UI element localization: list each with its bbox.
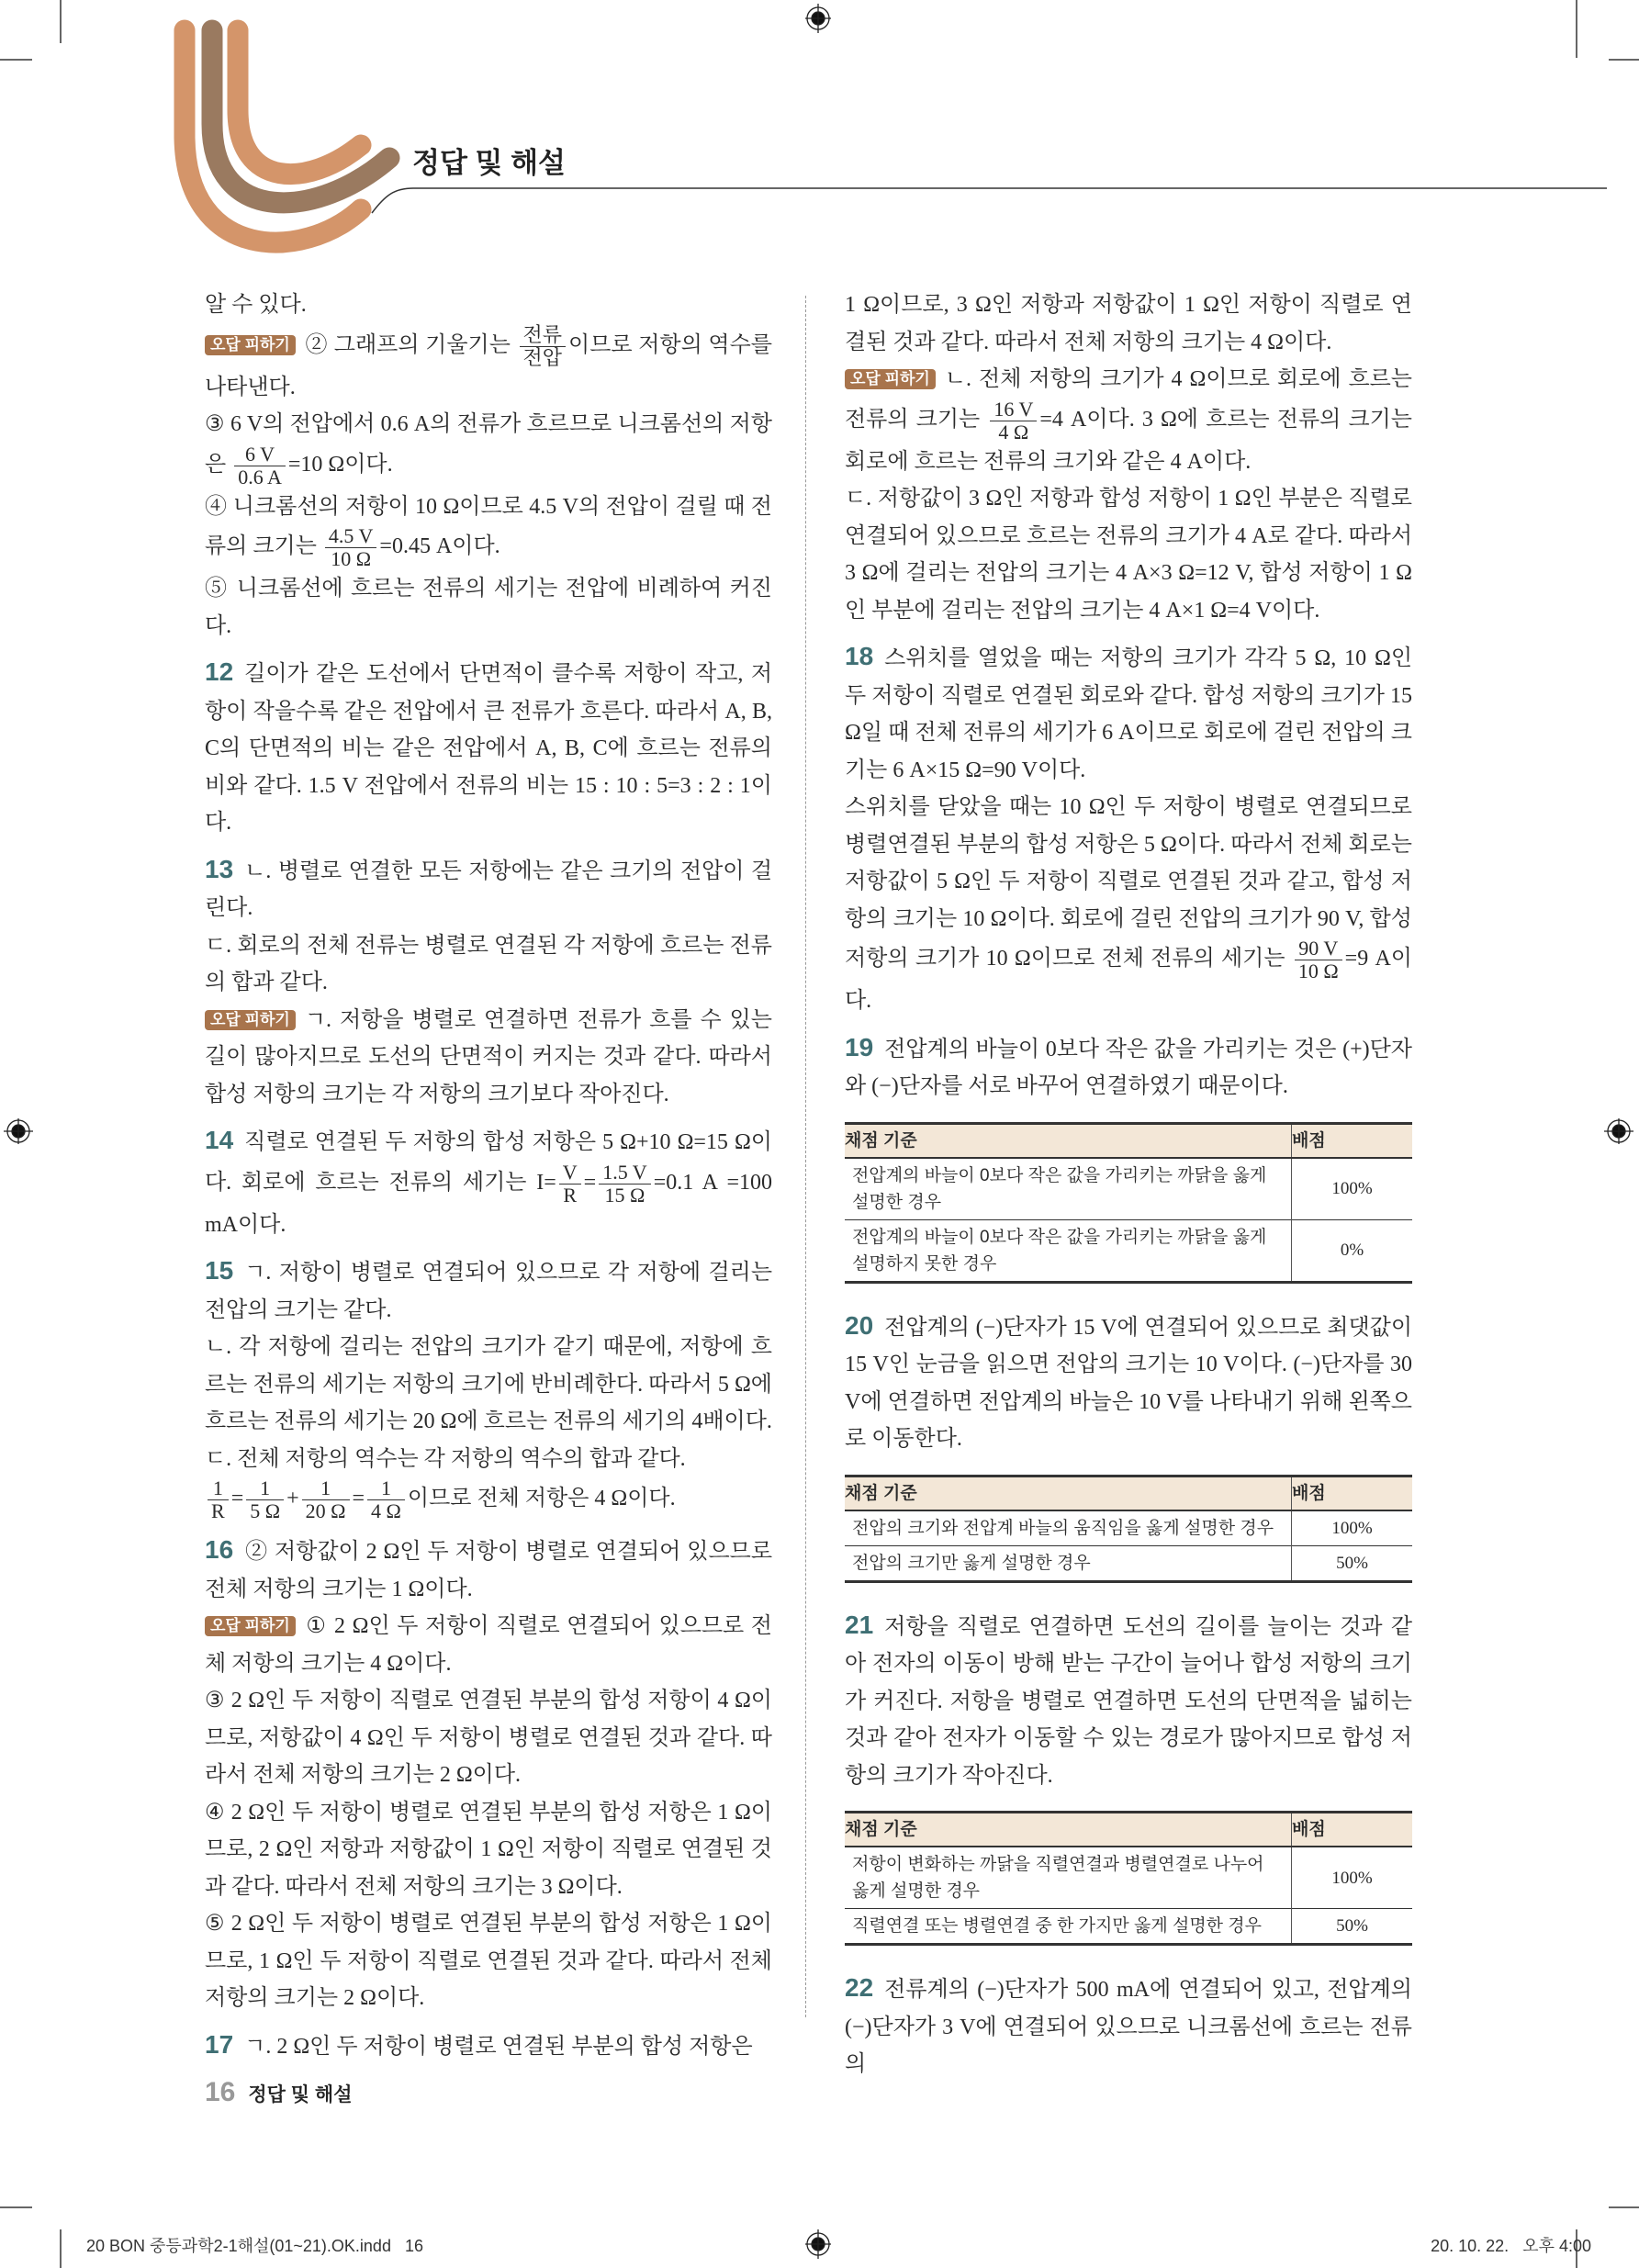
fraction xyxy=(302,1477,350,1522)
denominator: 10 Ω xyxy=(1297,960,1339,982)
answer-paragraph xyxy=(845,361,1412,480)
denominator: R xyxy=(563,1183,578,1207)
fraction xyxy=(367,1477,405,1522)
text-run: ㄱ. 2 Ω인 두 저항이 병렬로 연결된 부분의 합성 저항은 xyxy=(244,2034,753,2059)
wrong-answer-badge: 오답 피하기 xyxy=(205,1010,296,1030)
question-number: 21 xyxy=(845,1610,874,1639)
answer-block xyxy=(205,851,772,1114)
numerator: 1 xyxy=(367,1477,405,1500)
text-run: 1 Ω이므로, 3 Ω인 저항과 저항값이 1 Ω인 저항이 직렬로 연결된 것과 같다. 따라서 전체 저항의 크기는 4 Ω이다. xyxy=(845,293,1412,354)
scoring-table xyxy=(845,1122,1412,1284)
answer-paragraph xyxy=(205,488,772,571)
numerator: 전류 xyxy=(520,324,567,347)
text-run: 직렬로 연결된 두 저항의 합성 저항은 5 Ω+10 Ω=15 Ω이다. 회로에 흐르는 전류의 세기는 I= xyxy=(205,1130,772,1195)
table-header: 채점 기준 xyxy=(845,1123,1292,1158)
numerator: 1 xyxy=(246,1477,284,1500)
denominator: 10 Ω xyxy=(331,547,372,570)
text-run: 전압계의 바늘이 0보다 작은 값을 가리키는 것은 (+)단자와 (−)단자를 서로 바꾸어 연결하였기 때문이다. xyxy=(845,1037,1412,1098)
text-run: ③ 6 V의 전압에서 0.6 A의 전류가 흐르므로 니크롬선의 저항은 xyxy=(205,412,772,477)
question-number: 12 xyxy=(205,657,234,686)
fraction xyxy=(234,443,286,488)
text-run: 이므로 저항의 역수를 나타낸다. xyxy=(205,332,772,399)
question-number: 17 xyxy=(205,2029,234,2059)
text-run: =10 Ω이다. xyxy=(287,452,393,477)
text-run: ㄱ. 저항이 병렬로 연결되어 있으므로 각 저항에 걸리는 전압의 크기는 같다. xyxy=(205,1261,772,1322)
answer-paragraph xyxy=(205,286,772,324)
answer-paragraph xyxy=(205,570,772,645)
score-cell: 100% xyxy=(1292,1847,1413,1909)
answer-paragraph xyxy=(205,1905,772,2017)
question-number: 20 xyxy=(845,1310,874,1340)
score-cell: 100% xyxy=(1292,1510,1413,1546)
score-cell: 50% xyxy=(1292,1909,1413,1945)
text-run: ㄱ. 저항을 병렬로 연결하면 전류가 흐를 수 있는 길이 많아지므로 도선의 단면적이 커지는 것과 같다. 따라서 합성 저항의 크기는 각 저항의 크기보다 작아진다. xyxy=(205,1007,772,1106)
answer-block xyxy=(845,1970,1412,2083)
answer-paragraph xyxy=(205,1794,772,1906)
text-run: 저항을 직렬로 연결하면 도선의 길이를 늘이는 것과 같아 전자의 이동이 방해 받는 구간이 늘어나 합성 저항의 크기가 커진다. 저항을 병렬로 연결하면 도선의 단면적을 넓히는 것과 같아 전자가 이동할 수 있는 경로가 많아지므로 합성 저항의 크기가 작아진다. xyxy=(845,1614,1412,1788)
denominator: 전압 xyxy=(522,345,563,369)
criteria-cell: 전압계의 바늘이 0보다 작은 값을 가리키는 까닭을 옳게 설명한 경우 xyxy=(845,1158,1292,1220)
answer-paragraph xyxy=(845,1308,1412,1458)
answer-block xyxy=(205,286,772,645)
table-row xyxy=(845,1545,1412,1581)
header-rule xyxy=(372,188,1607,213)
denominator: 4 Ω xyxy=(371,1499,401,1522)
slug-file-name: 20 BON 중등과학2-1해설(01~21).OK.indd 16 xyxy=(86,2237,423,2255)
denominator: 0.6 A xyxy=(238,465,282,488)
answer-paragraph xyxy=(845,1970,1412,2083)
numerator: 4.5 V xyxy=(325,525,377,548)
slug-date: 20. 10. 22. 오후 4:00 xyxy=(1431,2237,1591,2255)
answer-paragraph xyxy=(205,1682,772,1794)
numerator: 1 xyxy=(208,1477,229,1500)
answer-paragraph xyxy=(205,654,772,842)
answer-paragraph xyxy=(205,2027,772,2066)
answer-paragraph xyxy=(205,1002,772,1114)
table-header: 채점 기준 xyxy=(845,1813,1292,1847)
criteria-cell: 저항이 변화하는 까닭을 직렬연결과 병렬연결로 나누어 옳게 설명한 경우 xyxy=(845,1847,1292,1909)
fraction xyxy=(1295,938,1342,982)
text-run: ⑤ 니크롬선에 흐르는 전류의 세기는 전압에 비례하여 커진다. xyxy=(205,577,772,638)
answer-paragraph xyxy=(205,1532,772,1608)
answer-paragraph xyxy=(205,1122,772,1243)
fraction xyxy=(325,525,377,570)
text-run: ④ 2 Ω인 두 저항이 병렬로 연결된 부분의 합성 저항은 1 Ω이므로, 2 Ω인 저항과 저항값이 1 Ω인 저항이 직렬로 연결된 것과 같다. 따라서 전체 저항의 크기는 3 Ω이다. xyxy=(205,1800,772,1899)
text-run: =4 A이다. 3 Ω에 흐르는 전류의 크기는 회로에 흐르는 전류의 크기와 같은 4 A이다. xyxy=(845,407,1412,474)
text-run: = xyxy=(230,1487,244,1511)
answer-block xyxy=(205,1122,772,1243)
score-cell: 100% xyxy=(1292,1158,1413,1220)
answer-paragraph xyxy=(205,1441,772,1478)
table-row xyxy=(845,1219,1412,1282)
text-run: = xyxy=(352,1487,365,1511)
question-number: 14 xyxy=(205,1126,234,1154)
answer-block xyxy=(205,654,772,842)
answer-block xyxy=(845,1607,1412,1947)
answer-paragraph xyxy=(205,851,772,927)
numerator: 90 V xyxy=(1295,938,1342,960)
text-run: = xyxy=(583,1170,597,1195)
text-run: 알 수 있다. xyxy=(205,293,307,317)
table-header: 채점 기준 xyxy=(845,1476,1292,1510)
page-footer xyxy=(205,2077,352,2108)
text-run: ⑤ 2 Ω인 두 저항이 병렬로 연결된 부분의 합성 저항은 1 Ω이므로, 1 Ω인 두 저항이 직렬로 연결된 것과 같다. 따라서 전체 저항의 크기는 2 Ω이다. xyxy=(205,1912,772,2010)
criteria-cell: 전압계의 바늘이 0보다 작은 값을 가리키는 까닭을 옳게 설명하지 못한 경우 xyxy=(845,1219,1292,1282)
numerator: 6 V xyxy=(234,443,286,466)
text-run: ② 저항값이 2 Ω인 두 저항이 병렬로 연결되어 있으므로 전체 저항의 크기는 1 Ω이다. xyxy=(205,1540,772,1601)
answer-block xyxy=(845,286,1412,629)
fraction xyxy=(599,1162,651,1207)
text-run: ㄴ. 병렬로 연결한 모든 저항에는 같은 크기의 전압이 걸린다. xyxy=(205,859,772,920)
text-run: ㄴ. 각 저항에 걸리는 전압의 크기가 같기 때문에, 저항에 흐르는 전류의 세기는 저항의 크기에 반비례한다. 따라서 5 Ω에 흐르는 전류의 세기는 20 Ω에 흐르는 전류의 세기의 4배이다. xyxy=(205,1335,772,1433)
table-row xyxy=(845,1510,1412,1546)
question-number: 19 xyxy=(845,1032,874,1061)
table-header: 배점 xyxy=(1292,1476,1413,1510)
fraction xyxy=(559,1162,581,1207)
answer-paragraph xyxy=(845,1607,1412,1795)
question-number: 22 xyxy=(845,1973,874,2002)
numerator: 1 xyxy=(302,1477,350,1500)
denominator: 15 Ω xyxy=(604,1183,645,1207)
criteria-cell: 전압의 크기만 옳게 설명한 경우 xyxy=(845,1545,1292,1581)
header-arc-logo xyxy=(0,0,1639,275)
text-run: 스위치를 닫았을 때는 10 Ω인 두 저항이 병렬로 연결되므로 병렬연결된 부분의 합성 저항은 5 Ω이다. 따라서 전체 회로는 저항값이 5 Ω인 두 저항이 직렬로 연결된 것과 같고, 합성 저항의 크기는 10 Ω이다. 회로에 걸린 전압의 크기가 90 V, 합성 저항의 크기가 10 Ω이므로 전체 전류의 세기는 xyxy=(845,795,1412,971)
question-number: 18 xyxy=(845,642,874,670)
question-number: 13 xyxy=(205,854,234,883)
answer-paragraph xyxy=(205,1477,772,1522)
column-divider xyxy=(805,296,806,2017)
text-run: ㄷ. 회로의 전체 전류는 병렬로 연결된 각 저항에 흐르는 전류의 합과 같다. xyxy=(205,933,772,994)
answer-paragraph xyxy=(205,1252,772,1329)
answer-paragraph xyxy=(845,789,1412,1020)
fraction xyxy=(208,1477,229,1522)
answer-block xyxy=(205,1532,772,2017)
text-run: =0.45 A이다. xyxy=(379,534,500,559)
answer-block xyxy=(845,638,1412,1020)
question-number: 16 xyxy=(205,1535,234,1564)
answer-paragraph xyxy=(205,1608,772,1682)
answer-paragraph xyxy=(845,638,1412,789)
fraction xyxy=(246,1477,284,1522)
numerator: 1.5 V xyxy=(599,1162,651,1185)
text-run: ㄴ. 전체 저항의 크기가 4 Ω이므로 회로에 흐르는 전류의 크기는 xyxy=(845,367,1412,432)
answer-paragraph xyxy=(205,1329,772,1441)
scoring-table xyxy=(845,1811,1412,1946)
text-run: ① 2 Ω인 두 저항이 직렬로 연결되어 있으므로 전체 저항의 크기는 4 Ω이다. xyxy=(205,1614,772,1676)
wrong-answer-badge: 오답 피하기 xyxy=(205,335,296,355)
table-row xyxy=(845,1847,1412,1909)
score-cell: 50% xyxy=(1292,1545,1413,1581)
text-run: 전압계의 (−)단자가 15 V에 연결되어 있으므로 최댓값이 15 V인 눈금을 읽으면 전압의 크기는 10 V이다. (−)단자를 30 V에 연결하면 전압계의 바늘은 10 V를 나타내기 위해 왼쪽으로 이동한다. xyxy=(845,1315,1412,1451)
answer-paragraph xyxy=(205,406,772,488)
page-header-title: 정답 및 해설 xyxy=(412,147,566,179)
page-number: 16 xyxy=(205,2077,236,2107)
denominator: 5 Ω xyxy=(250,1499,281,1522)
score-cell: 0% xyxy=(1292,1219,1413,1282)
scoring-table xyxy=(845,1475,1412,1583)
answer-block xyxy=(205,1252,772,1522)
text-run: 길이가 같은 도선에서 단면적이 클수록 저항이 작고, 저항이 작을수록 같은 전압에서 큰 전류가 흐른다. 따라서 A, B, C의 단면적의 비는 같은 전압에서 A, B, C에 흐르는 전류의 비와 같다. 1.5 V 전압에서 전류의 비는 15 : 10 : 5=3 : 2 : 1이다. xyxy=(205,662,772,835)
answer-paragraph xyxy=(845,480,1412,629)
answer-paragraph xyxy=(205,324,772,407)
table-header: 배점 xyxy=(1292,1813,1413,1847)
text-run: 이므로 전체 저항은 4 Ω이다. xyxy=(407,1487,676,1511)
text-run: ③ 2 Ω인 두 저항이 직렬로 연결된 부분의 합성 저항이 4 Ω이므로, 저항값이 4 Ω인 두 저항이 병렬로 연결된 것과 같다. 따라서 전체 저항의 크기는 2 Ω이다. xyxy=(205,1689,772,1787)
fraction xyxy=(520,324,567,369)
text-run: =9 A이다. xyxy=(845,947,1412,1013)
fraction xyxy=(990,399,1037,443)
answer-block xyxy=(845,1029,1412,1284)
denominator: 4 Ω xyxy=(998,420,1029,443)
text-run: ② 그래프의 기울기는 xyxy=(304,332,517,357)
table-row xyxy=(845,1158,1412,1220)
text-run: + xyxy=(286,1487,299,1511)
answer-paragraph xyxy=(205,927,772,1002)
right-column xyxy=(845,286,1412,2093)
left-column xyxy=(205,286,772,2074)
text-run: ㄷ. 전체 저항의 역수는 각 저항의 역수의 합과 같다. xyxy=(205,1446,686,1471)
denominator: R xyxy=(211,1499,225,1522)
text-run: 전류계의 (−)단자가 500 mA에 연결되어 있고, 전압계의 (−)단자가 3 V에 연결되어 있으므로 니크롬선에 흐르는 전류의 xyxy=(845,1978,1412,2076)
text-run: 스위치를 열었을 때는 저항의 크기가 각각 5 Ω, 10 Ω인 두 저항이 직렬로 연결된 회로와 같다. 합성 저항의 크기가 15 Ω일 때 전체 전류의 세기가 6 A이므로 회로에 걸린 전압의 크기는 6 A×15 Ω=90 V이다. xyxy=(845,646,1412,782)
table-header: 배점 xyxy=(1292,1123,1413,1158)
criteria-cell: 전압의 크기와 전압계 바늘의 움직임을 옳게 설명한 경우 xyxy=(845,1510,1292,1546)
criteria-cell: 직렬연결 또는 병렬연결 중 한 가지만 옳게 설명한 경우 xyxy=(845,1909,1292,1945)
text-run: =0.1 A =100 mA이다. xyxy=(205,1170,772,1237)
text-run: ④ 니크롬선의 저항이 10 Ω이므로 4.5 V의 전압이 걸릴 때 전류의 크기는 xyxy=(205,494,772,559)
wrong-answer-badge: 오답 피하기 xyxy=(845,369,936,389)
denominator: 20 Ω xyxy=(305,1499,346,1522)
wrong-answer-badge: 오답 피하기 xyxy=(205,1616,296,1636)
question-number: 15 xyxy=(205,1256,234,1285)
numerator: 16 V xyxy=(990,399,1037,421)
answer-paragraph xyxy=(845,1029,1412,1106)
answer-block xyxy=(205,2027,772,2066)
answer-block xyxy=(845,1308,1412,1583)
answer-paragraph xyxy=(845,286,1412,361)
footer-title: 정답 및 해설 xyxy=(248,2084,353,2105)
numerator: V xyxy=(559,1162,581,1185)
table-row xyxy=(845,1909,1412,1945)
text-run: ㄷ. 저항값이 3 Ω인 저항과 합성 저항이 1 Ω인 부분은 직렬로 연결되어 있으므로 흐르는 전류의 크기가 4 A로 같다. 따라서 3 Ω에 걸리는 전압의 크기는 4 A×3 Ω=12 V, 합성 저항이 1 Ω인 부분에 걸리는 전압의 크기는 4 A×1 Ω=4 V이다. xyxy=(845,487,1412,623)
